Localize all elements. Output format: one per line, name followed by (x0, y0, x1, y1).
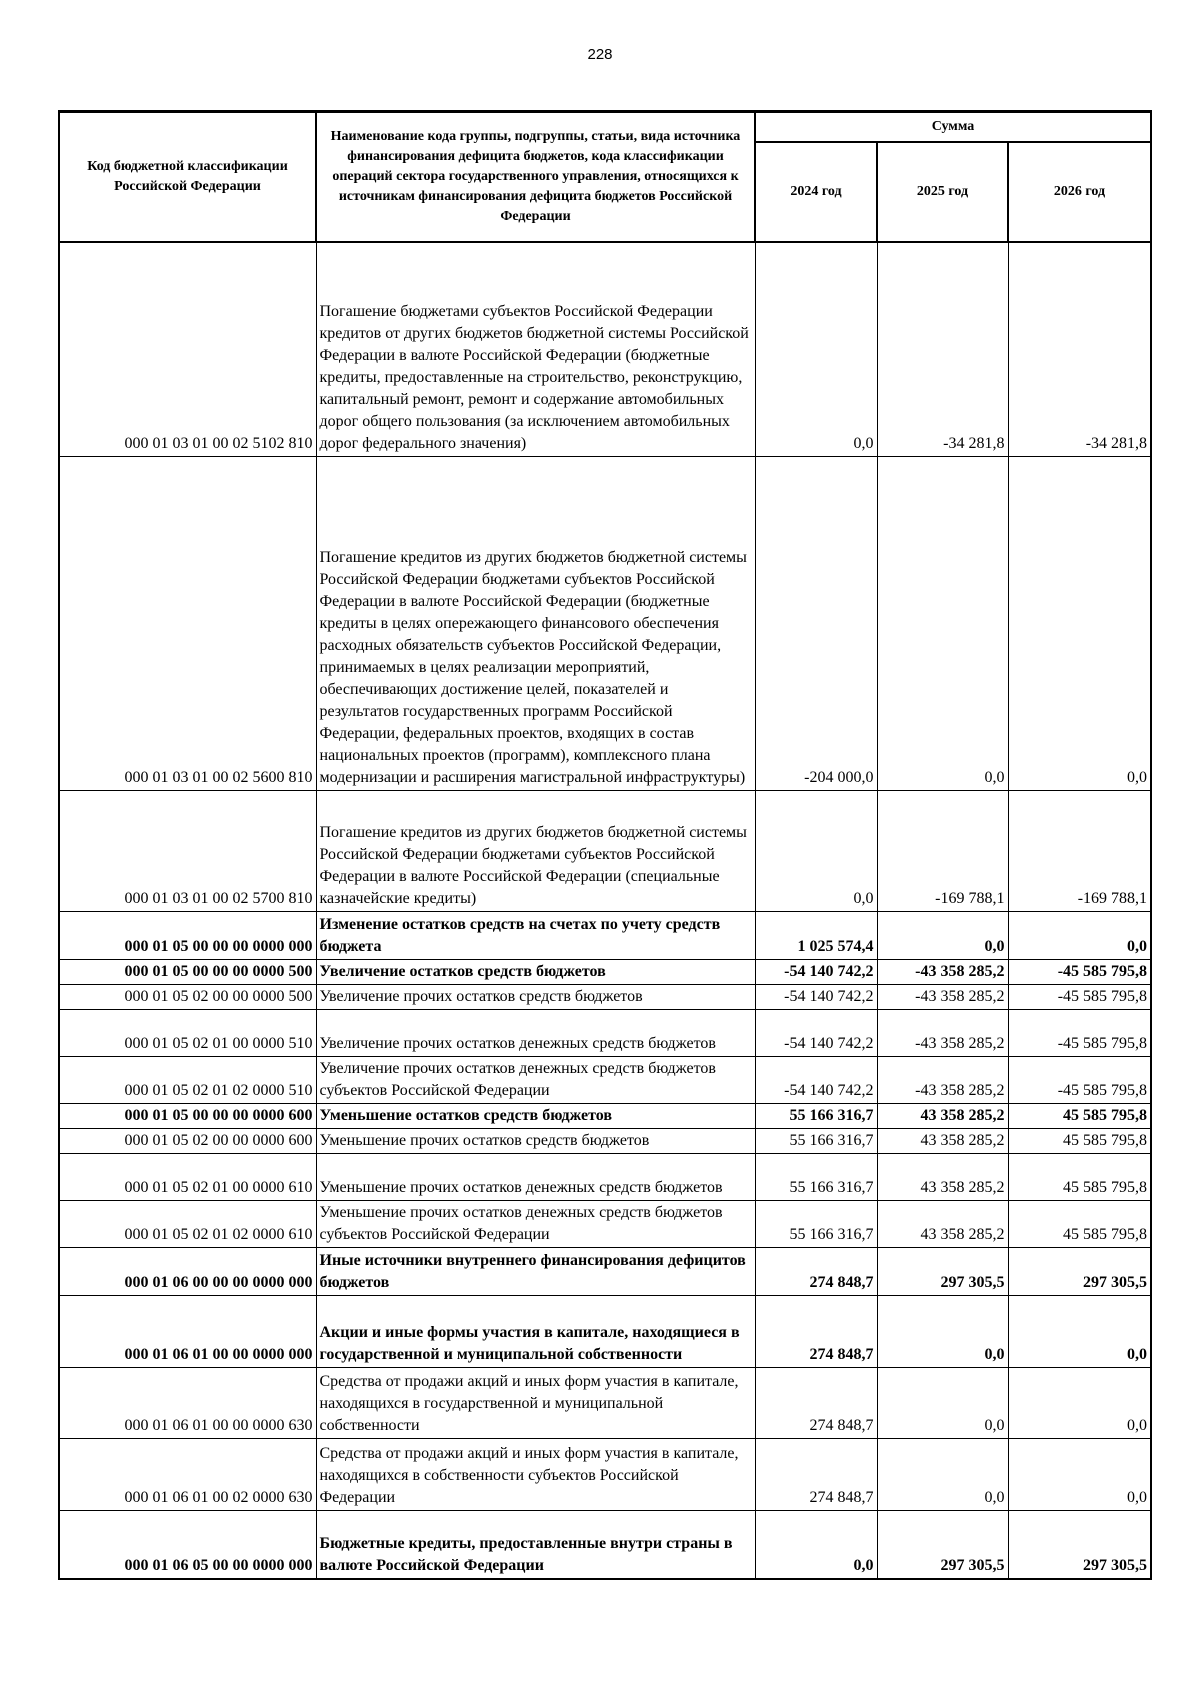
table-body (59, 242, 1151, 1579)
row-name: Погашение кредитов из других бюджетов бюджетной системы Российской Федерации бюджетами субъектов Российской Федерации в валюте Российской Федерации (бюджетные кредиты в целях опережающего финансового обеспечения расходных обязательств субъектов Российской Федерации, принимаемых в целях реализации мероприятий, обеспечивающих достижение целей, показателей и результатов государственных программ Российской Федерации, федеральных проектов, входящих в состав национальных проектов (программ), комплексного плана модернизации и расширения магистральной инфраструктуры) (316, 457, 755, 791)
row-code: 000 01 03 01 00 02 5600 810 (59, 457, 316, 791)
row-value-2025: -43 358 285,2 (877, 1010, 1008, 1057)
row-value-2026: -169 788,1 (1008, 791, 1151, 912)
row-value-2026: -34 281,8 (1008, 242, 1151, 457)
header-year-2024: 2024 год (755, 142, 877, 242)
row-value-2025: 0,0 (877, 457, 1008, 791)
row-code: 000 01 06 00 00 00 0000 000 (59, 1248, 316, 1296)
table-row (59, 1104, 1151, 1129)
row-value-2024: 274 848,7 (755, 1296, 877, 1368)
header-year-2026: 2026 год (1008, 142, 1151, 242)
row-name: Увеличение прочих остатков денежных средств бюджетов (316, 1010, 755, 1057)
row-name: Средства от продажи акций и иных форм участия в капитале, находящихся в собственности субъектов Российской Федерации (316, 1439, 755, 1511)
row-value-2025: -43 358 285,2 (877, 960, 1008, 985)
page-number: 228 (587, 46, 613, 63)
row-value-2026: 0,0 (1008, 1296, 1151, 1368)
row-value-2026: -45 585 795,8 (1008, 960, 1151, 985)
row-value-2026: -45 585 795,8 (1008, 985, 1151, 1010)
row-name: Акции и иные формы участия в капитале, находящиеся в государственной и муниципальной собственности (316, 1296, 755, 1368)
row-value-2024: -54 140 742,2 (755, 960, 877, 985)
row-value-2025: -34 281,8 (877, 242, 1008, 457)
row-name: Уменьшение прочих остатков средств бюджетов (316, 1129, 755, 1154)
row-value-2025: -43 358 285,2 (877, 1057, 1008, 1104)
row-name: Изменение остатков средств на счетах по учету средств бюджета (316, 912, 755, 960)
row-value-2024: 274 848,7 (755, 1439, 877, 1511)
row-value-2024: 274 848,7 (755, 1248, 877, 1296)
row-value-2026: 45 585 795,8 (1008, 1201, 1151, 1248)
row-value-2025: 43 358 285,2 (877, 1129, 1008, 1154)
row-value-2024: -54 140 742,2 (755, 1010, 877, 1057)
row-name: Средства от продажи акций и иных форм участия в капитале, находящихся в государственной и муниципальной собственности (316, 1368, 755, 1439)
row-value-2024: -204 000,0 (755, 457, 877, 791)
row-value-2026: -45 585 795,8 (1008, 1057, 1151, 1104)
row-value-2026: -45 585 795,8 (1008, 1010, 1151, 1057)
row-code: 000 01 03 01 00 02 5700 810 (59, 791, 316, 912)
row-value-2024: 0,0 (755, 1511, 877, 1579)
table-row (59, 1010, 1151, 1057)
row-code: 000 01 05 02 01 02 0000 610 (59, 1201, 316, 1248)
table-row (59, 457, 1151, 791)
row-name: Увеличение прочих остатков средств бюджетов (316, 985, 755, 1010)
row-name: Уменьшение прочих остатков денежных средств бюджетов (316, 1154, 755, 1201)
row-value-2026: 0,0 (1008, 1439, 1151, 1511)
row-value-2025: 297 305,5 (877, 1248, 1008, 1296)
row-value-2025: -43 358 285,2 (877, 985, 1008, 1010)
table-row (59, 791, 1151, 912)
row-value-2026: 297 305,5 (1008, 1248, 1151, 1296)
header-sum-column: Сумма (755, 112, 1151, 142)
row-code: 000 01 05 02 01 00 0000 510 (59, 1010, 316, 1057)
row-code: 000 01 05 02 01 00 0000 610 (59, 1154, 316, 1201)
header-year-2025: 2025 год (877, 142, 1008, 242)
row-value-2024: 1 025 574,4 (755, 912, 877, 960)
row-code: 000 01 05 00 00 00 0000 500 (59, 960, 316, 985)
row-value-2025: 43 358 285,2 (877, 1104, 1008, 1129)
row-code: 000 01 06 05 00 00 0000 000 (59, 1511, 316, 1579)
row-value-2024: 55 166 316,7 (755, 1104, 877, 1129)
table-row (59, 1511, 1151, 1579)
row-code: 000 01 03 01 00 02 5102 810 (59, 242, 316, 457)
row-value-2024: 55 166 316,7 (755, 1129, 877, 1154)
row-code: 000 01 06 01 00 00 0000 630 (59, 1368, 316, 1439)
table-row (59, 985, 1151, 1010)
row-value-2025: 43 358 285,2 (877, 1154, 1008, 1201)
table-header (59, 112, 1151, 242)
table-row (59, 1057, 1151, 1104)
header-code-column: Код бюджетной классификации Российской Федерации (59, 112, 316, 242)
row-code: 000 01 05 00 00 00 0000 000 (59, 912, 316, 960)
row-code: 000 01 05 00 00 00 0000 600 (59, 1104, 316, 1129)
table-row (59, 1154, 1151, 1201)
row-value-2026: 45 585 795,8 (1008, 1104, 1151, 1129)
table-row (59, 1296, 1151, 1368)
row-value-2025: 0,0 (877, 1439, 1008, 1511)
budget-sources-table (58, 110, 1152, 1580)
table-row (59, 1368, 1151, 1439)
row-value-2026: 45 585 795,8 (1008, 1154, 1151, 1201)
row-value-2025: 0,0 (877, 1296, 1008, 1368)
table-row (59, 1248, 1151, 1296)
row-value-2026: 45 585 795,8 (1008, 1129, 1151, 1154)
table-row (59, 912, 1151, 960)
row-value-2024: 0,0 (755, 242, 877, 457)
row-value-2025: -169 788,1 (877, 791, 1008, 912)
row-value-2026: 0,0 (1008, 912, 1151, 960)
row-code: 000 01 06 01 00 02 0000 630 (59, 1439, 316, 1511)
row-name: Бюджетные кредиты, предоставленные внутри страны в валюте Российской Федерации (316, 1511, 755, 1579)
row-code: 000 01 05 02 01 02 0000 510 (59, 1057, 316, 1104)
table-row (59, 960, 1151, 985)
row-value-2025: 0,0 (877, 1368, 1008, 1439)
row-value-2025: 43 358 285,2 (877, 1201, 1008, 1248)
row-value-2024: 55 166 316,7 (755, 1201, 877, 1248)
row-value-2024: -54 140 742,2 (755, 985, 877, 1010)
row-name: Уменьшение остатков средств бюджетов (316, 1104, 755, 1129)
row-value-2024: 55 166 316,7 (755, 1154, 877, 1201)
row-value-2025: 297 305,5 (877, 1511, 1008, 1579)
row-value-2024: 274 848,7 (755, 1368, 877, 1439)
row-value-2024: 0,0 (755, 791, 877, 912)
table-row (59, 242, 1151, 457)
table-row (59, 1439, 1151, 1511)
row-value-2024: -54 140 742,2 (755, 1057, 877, 1104)
row-name: Иные источники внутреннего финансирования дефицитов бюджетов (316, 1248, 755, 1296)
row-name: Увеличение прочих остатков денежных средств бюджетов субъектов Российской Федерации (316, 1057, 755, 1104)
row-code: 000 01 05 02 00 00 0000 500 (59, 985, 316, 1010)
row-code: 000 01 06 01 00 00 0000 000 (59, 1296, 316, 1368)
row-value-2026: 297 305,5 (1008, 1511, 1151, 1579)
row-name: Уменьшение прочих остатков денежных средств бюджетов субъектов Российской Федерации (316, 1201, 755, 1248)
row-value-2026: 0,0 (1008, 1368, 1151, 1439)
row-name: Увеличение остатков средств бюджетов (316, 960, 755, 985)
row-value-2025: 0,0 (877, 912, 1008, 960)
row-code: 000 01 05 02 00 00 0000 600 (59, 1129, 316, 1154)
header-name-column: Наименование кода группы, подгруппы, статьи, вида источника финансирования дефицита бюджетов, кода классификации операций сектора государственного управления, относящихся к источникам финансирования дефицита бюджетов Российской Федерации (316, 112, 755, 242)
row-value-2026: 0,0 (1008, 457, 1151, 791)
table-row (59, 1201, 1151, 1248)
row-name: Погашение бюджетами субъектов Российской Федерации кредитов от других бюджетов бюджетной системы Российской Федерации в валюте Российской Федерации (бюджетные кредиты, предоставленные на строительство, реконструкцию, капитальный ремонт, ремонт и содержание автомобильных дорог общего пользования (за исключением автомобильных дорог федерального значения) (316, 242, 755, 457)
row-name: Погашение кредитов из других бюджетов бюджетной системы Российской Федерации бюджетами субъектов Российской Федерации в валюте Российской Федерации (специальные казначейские кредиты) (316, 791, 755, 912)
table-row (59, 1129, 1151, 1154)
